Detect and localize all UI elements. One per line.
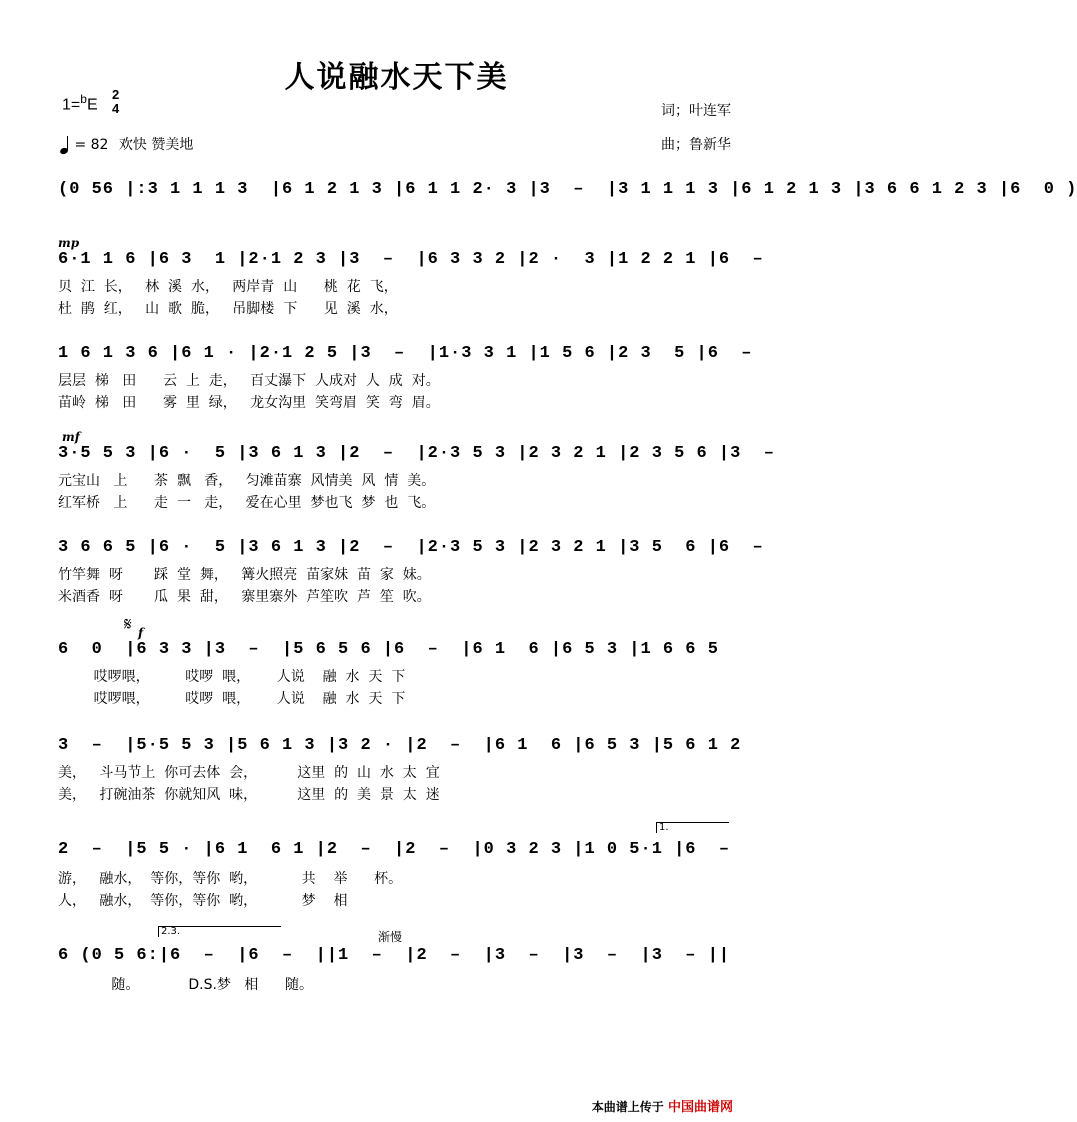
notes-line: 3·5 5 3 |6 · 5 |3 6 1 3 |2 – |2·3 5 3 |2 3 2 1 |2 3 5 6 |3 – xyxy=(58,444,787,463)
lyric-verse-2: 哎啰喂， 哎啰 喂， 人说 融 水 天 下 xyxy=(58,691,406,707)
volta-2-3: 2.3. xyxy=(158,926,281,937)
lyric-verse-2: 美， 打碗油茶 你就知风 味， 这里 的 美 景 太 迷 xyxy=(58,787,440,803)
lyric-verse-1: 美， 斗马节上 你可去体 会， 这里 的 山 水 太 宜 xyxy=(58,765,440,781)
flat-sign: b xyxy=(80,92,87,106)
dynamic-mf: mf xyxy=(62,430,80,444)
key-signature xyxy=(62,87,120,116)
tempo-marking xyxy=(60,134,193,154)
key-prefix: 1= xyxy=(62,96,81,114)
lyric-verse-2: 米酒香 呀 瓜 果 甜， 寨里寨外 芦笙吹 芦 笙 吹。 xyxy=(58,589,431,605)
time-bottom: 4 xyxy=(112,101,120,116)
lyric-verse-1: 层层 梯 田 云 上 走， 百丈瀑下 人成对 人 成 对。 xyxy=(58,373,440,389)
slowing-marking: 渐慢 xyxy=(378,930,403,944)
upload-footer xyxy=(592,1096,733,1115)
notes-line: 3 6 6 5 |6 · 5 |3 6 1 3 |2 – |2·3 5 3 |2 3 2 1 |3 5 6 |6 – xyxy=(58,538,775,557)
lyric-verse-2: 人， 融水， 等你，等你 哟， 梦 相 xyxy=(58,893,348,909)
notes-line: 6 (0 5 6:|6 – |6 – ||1 – |2 – |3 – |3 – |3 – || xyxy=(58,946,731,965)
lyric-verse-2: 杜 鹃 红， 山 歌 脆， 吊脚楼 下 见 溪 水， xyxy=(58,301,398,317)
notes-line: 3 – |5·5 5 3 |5 6 1 3 |3 2 · |2 – |6 1 6 |6 5 3 |5 6 1 2 xyxy=(58,736,742,755)
key-note: E xyxy=(86,96,98,114)
notes-line: 6 0 |6 3 3 |3 – |5 6 5 6 |6 – |6 1 6 |6 5 3 |1 6 6 5 xyxy=(58,640,719,659)
lyric-verse-2: 苗岭 梯 田 雾 里 绿， 龙女沟里 笑弯眉 笑 弯 眉。 xyxy=(58,395,440,411)
lyricist-credit: 词；叶连军 xyxy=(661,103,731,119)
lyric-verse-1: 随。 D.S.梦 相 随。 xyxy=(58,977,313,993)
song-title: 人说融水天下美 xyxy=(284,60,509,95)
lyric-verse-1: 贝 江 长， 林 溪 水， 两岸青 山 桃 花 飞， xyxy=(58,279,398,295)
lyric-verse-2: 红军桥 上 走 一 走， 爱在心里 梦也飞 梦 也 飞。 xyxy=(58,495,436,511)
site-logo[interactable]: 中国曲谱网 xyxy=(667,1100,733,1115)
quarter-note-icon xyxy=(60,136,70,154)
time-signature xyxy=(112,88,119,116)
notes-line: (0 56 |:3 1 1 1 3 |6 1 2 1 3 |6 1 1 2· 3 |3 – |3 1 1 1 3 |6 1 2 1 3 |3 6 6 1 2 3 |6 0 ) xyxy=(58,180,1077,199)
tempo-value: = 82 xyxy=(74,137,109,153)
segno-sign: 𝄋 xyxy=(124,614,132,635)
notes-line: 1 6 1 3 6 |6 1 · |2·1 2 5 |3 – |1·3 3 1 |1 5 6 |2 3 5 |6 – xyxy=(58,344,764,363)
dynamic-mp: mp xyxy=(58,236,80,250)
time-top: 2 xyxy=(112,87,120,102)
footer-text: 本曲谱上传于 xyxy=(591,1100,664,1114)
tempo-expression: 欢快 赞美地 xyxy=(118,137,194,153)
notes-line: 6·1 1 6 |6 3 1 |2·1 2 3 |3 – |6 3 3 2 |2 · 3 |1 2 2 1 |6 – xyxy=(58,250,775,269)
lyric-verse-1: 游， 融水， 等你，等你 哟， 共 举 杯。 xyxy=(58,871,403,887)
volta-1: 1. xyxy=(656,822,729,833)
notes-line: 2 – |5 5 · |6 1 6 1 |2 – |2 – |0 3 2 3 |1 0 5·1 |6 – xyxy=(58,840,742,859)
lyric-verse-1: 元宝山 上 茶 飘 香， 匀滩苗寨 风情美 风 情 美。 xyxy=(58,473,436,489)
composer-credit: 曲；鲁新华 xyxy=(661,137,731,153)
lyric-verse-1: 竹竿舞 呀 踩 堂 舞， 篝火照亮 苗家妹 苗 家 妹。 xyxy=(58,567,431,583)
dynamic-f: f xyxy=(138,626,144,640)
lyric-verse-1: 哎啰喂， 哎啰 喂， 人说 融 水 天 下 xyxy=(58,669,406,685)
